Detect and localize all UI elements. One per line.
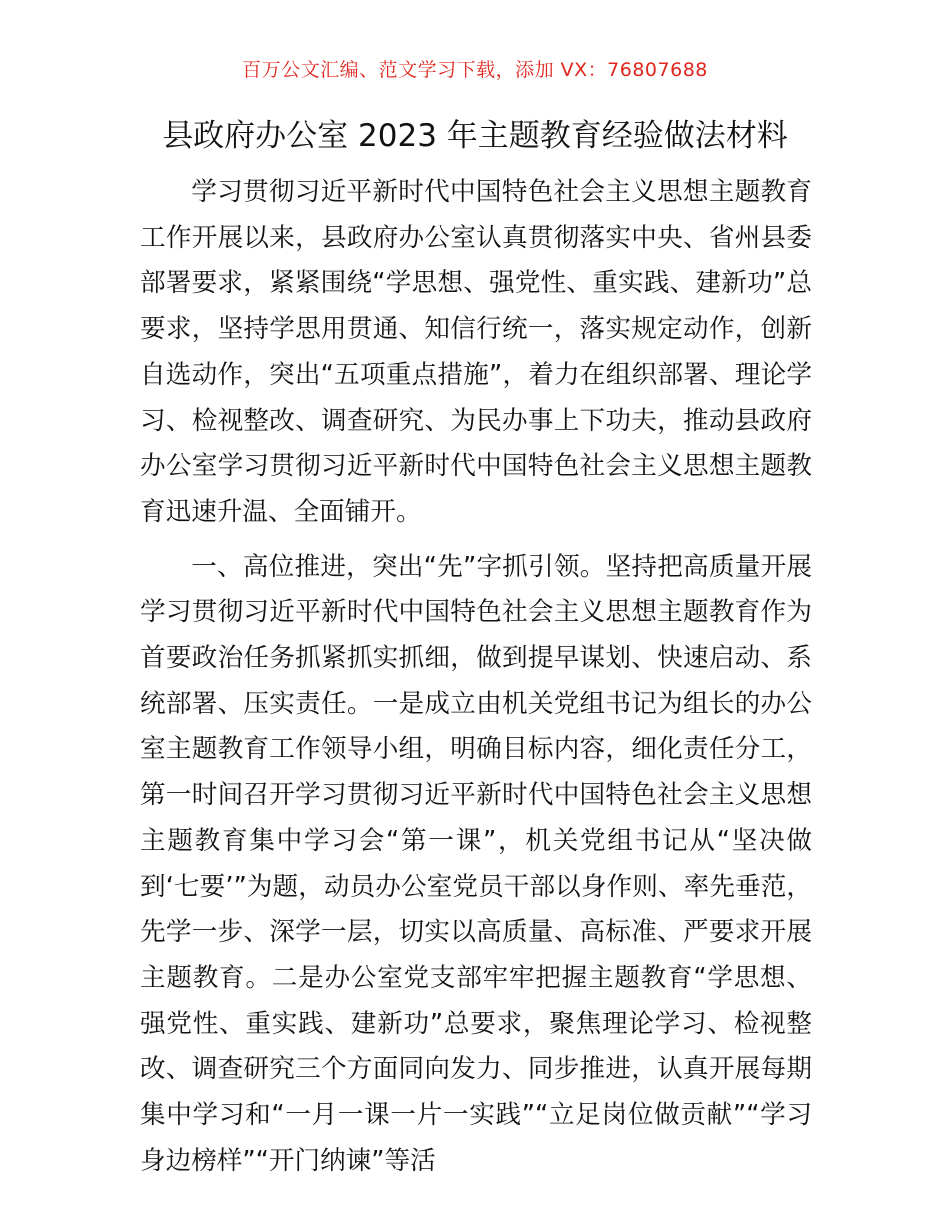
paragraph-intro: 学习贯彻习近平新时代中国特色社会主义思想主题教育工作开展以来，县政府办公室认真贯彻落实中央、省州县委部署要求，紧紧围绕“学思想、强党性、重实践、建新功”总要求，坚持学思用贯通、知信行统一，落实规定动作，创新自选动作，突出“五项重点措施”，着力在组织部署、理论学习、检视整改、调查研究、为民办事上下功夫，推动县政府办公室学习贯彻习近平新时代中国特色社会主义思想主题教育迅速升温、全面铺开。 <box>140 177 812 527</box>
watermark-header: 百万公文汇编、范文学习下载，添加 VX：76807688 <box>242 59 708 81</box>
document-body <box>140 170 812 1184</box>
paragraph-section-one: 一、高位推进，突出“先”字抓引领。坚持把高质量开展学习贯彻习近平新时代中国特色社会主义思想主题教育作为首要政治任务抓紧抓实抓细，做到提早谋划、快速启动、系统部署、压实责任。一是成立由机关党组书记为组长的办公室主题教育工作领导小组，明确目标内容，细化责任分工，第一时间召开学习贯彻习近平新时代中国特色社会主义思想主题教育集中学习会“第一课”，机关党组书记从“坚决做到‘七要’”为题，动员办公室党员干部以身作则、率先垂范，先学一步、深学一层，切实以高质量、高标准、严要求开展主题教育。二是办公室党支部牢牢把握主题教育“学思想、强党性、重实践、建新功”总要求，聚焦理论学习、检视整改、调查研究三个方面同向发力、同步推进，认真开展每期集中学习和“一月一课一片一实践”“立足岗位做贡献”“学习身边榜样”“开门纳谏”等活 <box>140 551 812 1176</box>
document-title: 县政府办公室 2023 年主题教育经验做法材料 <box>162 118 788 154</box>
